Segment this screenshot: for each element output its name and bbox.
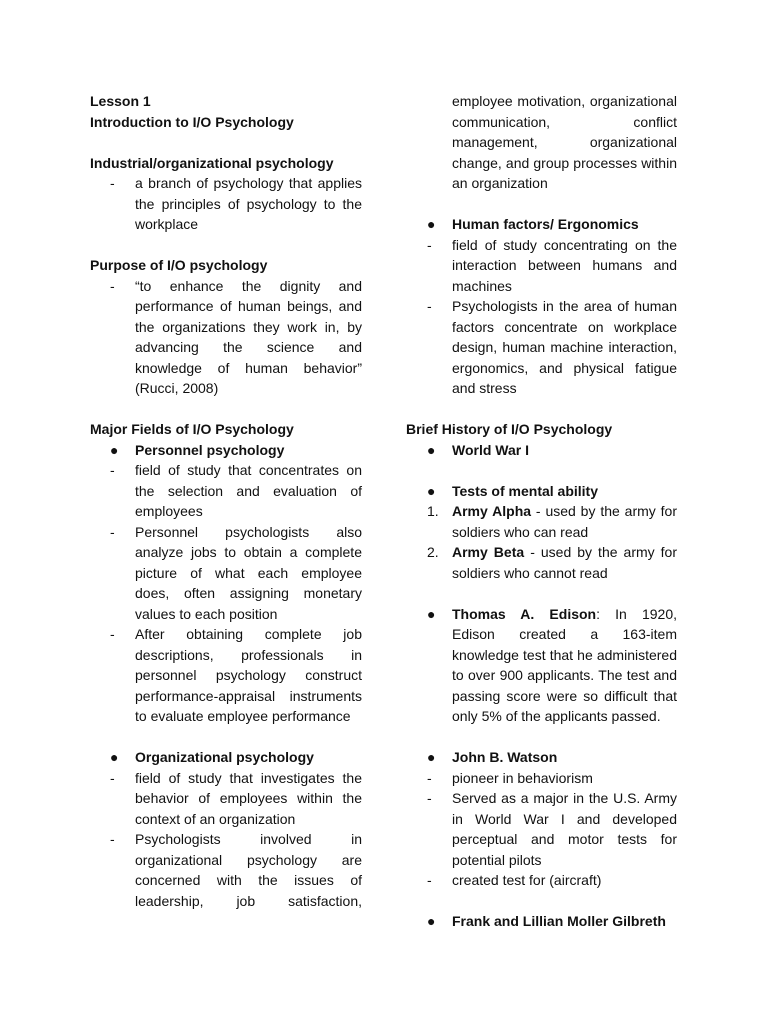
personnel-point-text: After obtaining complete job descriptions, professionals in personnel psychology construct performance-appraisal instruments to evaluate employee performance — [135, 626, 362, 724]
dash-marker: - — [427, 298, 432, 314]
mental-tests-item — [407, 481, 677, 502]
dash-marker: - — [427, 790, 432, 806]
test-description: - used by the army for soldiers who can read — [452, 503, 677, 540]
personnel-point — [90, 522, 362, 625]
dash-marker: - — [110, 626, 115, 642]
test-description: - used by the army for soldiers who cannot read — [452, 544, 678, 581]
dash-marker: - — [110, 277, 115, 294]
organizational-point-text: Psychologists involved in organizational psychology are concerned with the issues of leadership, job satisfaction, — [135, 831, 362, 909]
history-heading: Brief History of I/O Psychology — [406, 421, 613, 437]
dash-marker: - — [110, 175, 115, 191]
number-marker: 2. — [427, 544, 439, 560]
personnel-point — [90, 624, 362, 727]
human-factors-item — [407, 214, 677, 235]
test-name: Army Alpha — [452, 503, 532, 519]
watson-item — [407, 747, 677, 768]
dash-marker: - — [427, 872, 432, 888]
organizational-point — [90, 829, 362, 911]
watson-point — [407, 870, 677, 891]
personnel-point-text: field of study that concentrates on the selection and evaluation of employees — [135, 462, 362, 519]
watson-point-text: Served as a major in the U.S. Army in World War I and developed perceptual and motor tests for potential pilots — [452, 790, 677, 868]
right-column — [407, 91, 677, 932]
watson-point — [407, 768, 677, 789]
human-factors-point — [407, 296, 677, 399]
human-factors-point-text: field of study concentrating on the interaction between humans and machines — [452, 236, 677, 294]
organizational-heading: Organizational psychology — [135, 749, 314, 765]
test-item — [407, 501, 677, 542]
personnel-point — [90, 460, 362, 522]
definition-heading: Industrial/organizational psychology — [90, 154, 334, 171]
dash-marker: - — [427, 236, 432, 253]
gilbreth-heading: Frank and Lillian Moller Gilbreth — [452, 913, 666, 929]
organizational-item — [90, 747, 362, 768]
dash-marker: - — [110, 462, 115, 478]
test-name: Army Beta — [452, 544, 525, 560]
bullet-marker: ● — [427, 749, 436, 765]
edison-item — [407, 604, 677, 727]
left-column — [90, 91, 362, 911]
watson-point — [407, 788, 677, 870]
definition-item — [90, 173, 362, 235]
organizational-point — [90, 768, 362, 830]
personnel-point-text: Personnel psychologists also analyze jobs to obtain a complete picture of what each employee does, often assigning monetary values to each position — [135, 523, 362, 622]
bullet-marker: ● — [427, 482, 436, 499]
edison-text: : In 1920, Edison created a 163-item knowledge test that he administered to over 900 applicants. The test and passing score were so difficult that only 5% of the applicants passed. — [452, 605, 677, 724]
dash-marker: - — [110, 769, 115, 786]
definition-text: a branch of psychology that applies the principles of psychology to the workplace — [135, 175, 362, 232]
organizational-point-text: field of study that investigates the behavior of employees within the context of an organization — [135, 769, 362, 827]
personnel-item — [90, 440, 362, 461]
bullet-marker: ● — [427, 441, 436, 458]
major-fields-heading: Major Fields of I/O Psychology — [90, 421, 294, 437]
watson-point-text: created test for (aircraft) — [452, 872, 602, 888]
human-factors-point — [407, 235, 677, 297]
edison-name: Thomas A. Edison — [452, 605, 597, 622]
gilbreth-item — [407, 911, 677, 932]
mental-tests-heading: Tests of mental ability — [452, 482, 598, 499]
human-factors-point-text: Psychologists in the area of human factors concentrate on workplace design, human machine interaction, ergonomics, and physical fatigue and stress — [452, 298, 677, 396]
lesson-title: Introduction to I/O Psychology — [90, 113, 294, 130]
bullet-marker: ● — [110, 749, 119, 765]
bullet-marker: ● — [427, 913, 436, 929]
purpose-heading: Purpose of I/O psychology — [90, 257, 268, 273]
dash-marker: - — [427, 769, 432, 786]
human-factors-heading: Human factors/ Ergonomics — [452, 216, 639, 232]
bullet-marker: ● — [110, 441, 119, 458]
purpose-item — [90, 276, 362, 399]
world-war-heading: World War I — [452, 441, 529, 458]
number-marker: 1. — [427, 503, 439, 519]
personnel-heading: Personnel psychology — [135, 441, 285, 458]
watson-point-text: pioneer in behaviorism — [452, 769, 593, 786]
watson-heading: John B. Watson — [452, 749, 558, 765]
purpose-text: “to enhance the dignity and performance of human beings, and the organizations they work in, by advancing the science and knowledge of human behavior” (Rucci, 2008) — [135, 277, 362, 396]
bullet-marker: ● — [427, 605, 436, 622]
lesson-number: Lesson 1 — [90, 93, 151, 109]
dash-marker: - — [110, 831, 115, 847]
organizational-continuation: employee motivation, organizational communication, conflict management, organizational change, and group processes within an organization — [452, 93, 677, 191]
dash-marker: - — [110, 523, 115, 540]
bullet-marker: ● — [427, 216, 436, 232]
world-war-item — [407, 440, 677, 461]
test-item — [407, 542, 677, 583]
